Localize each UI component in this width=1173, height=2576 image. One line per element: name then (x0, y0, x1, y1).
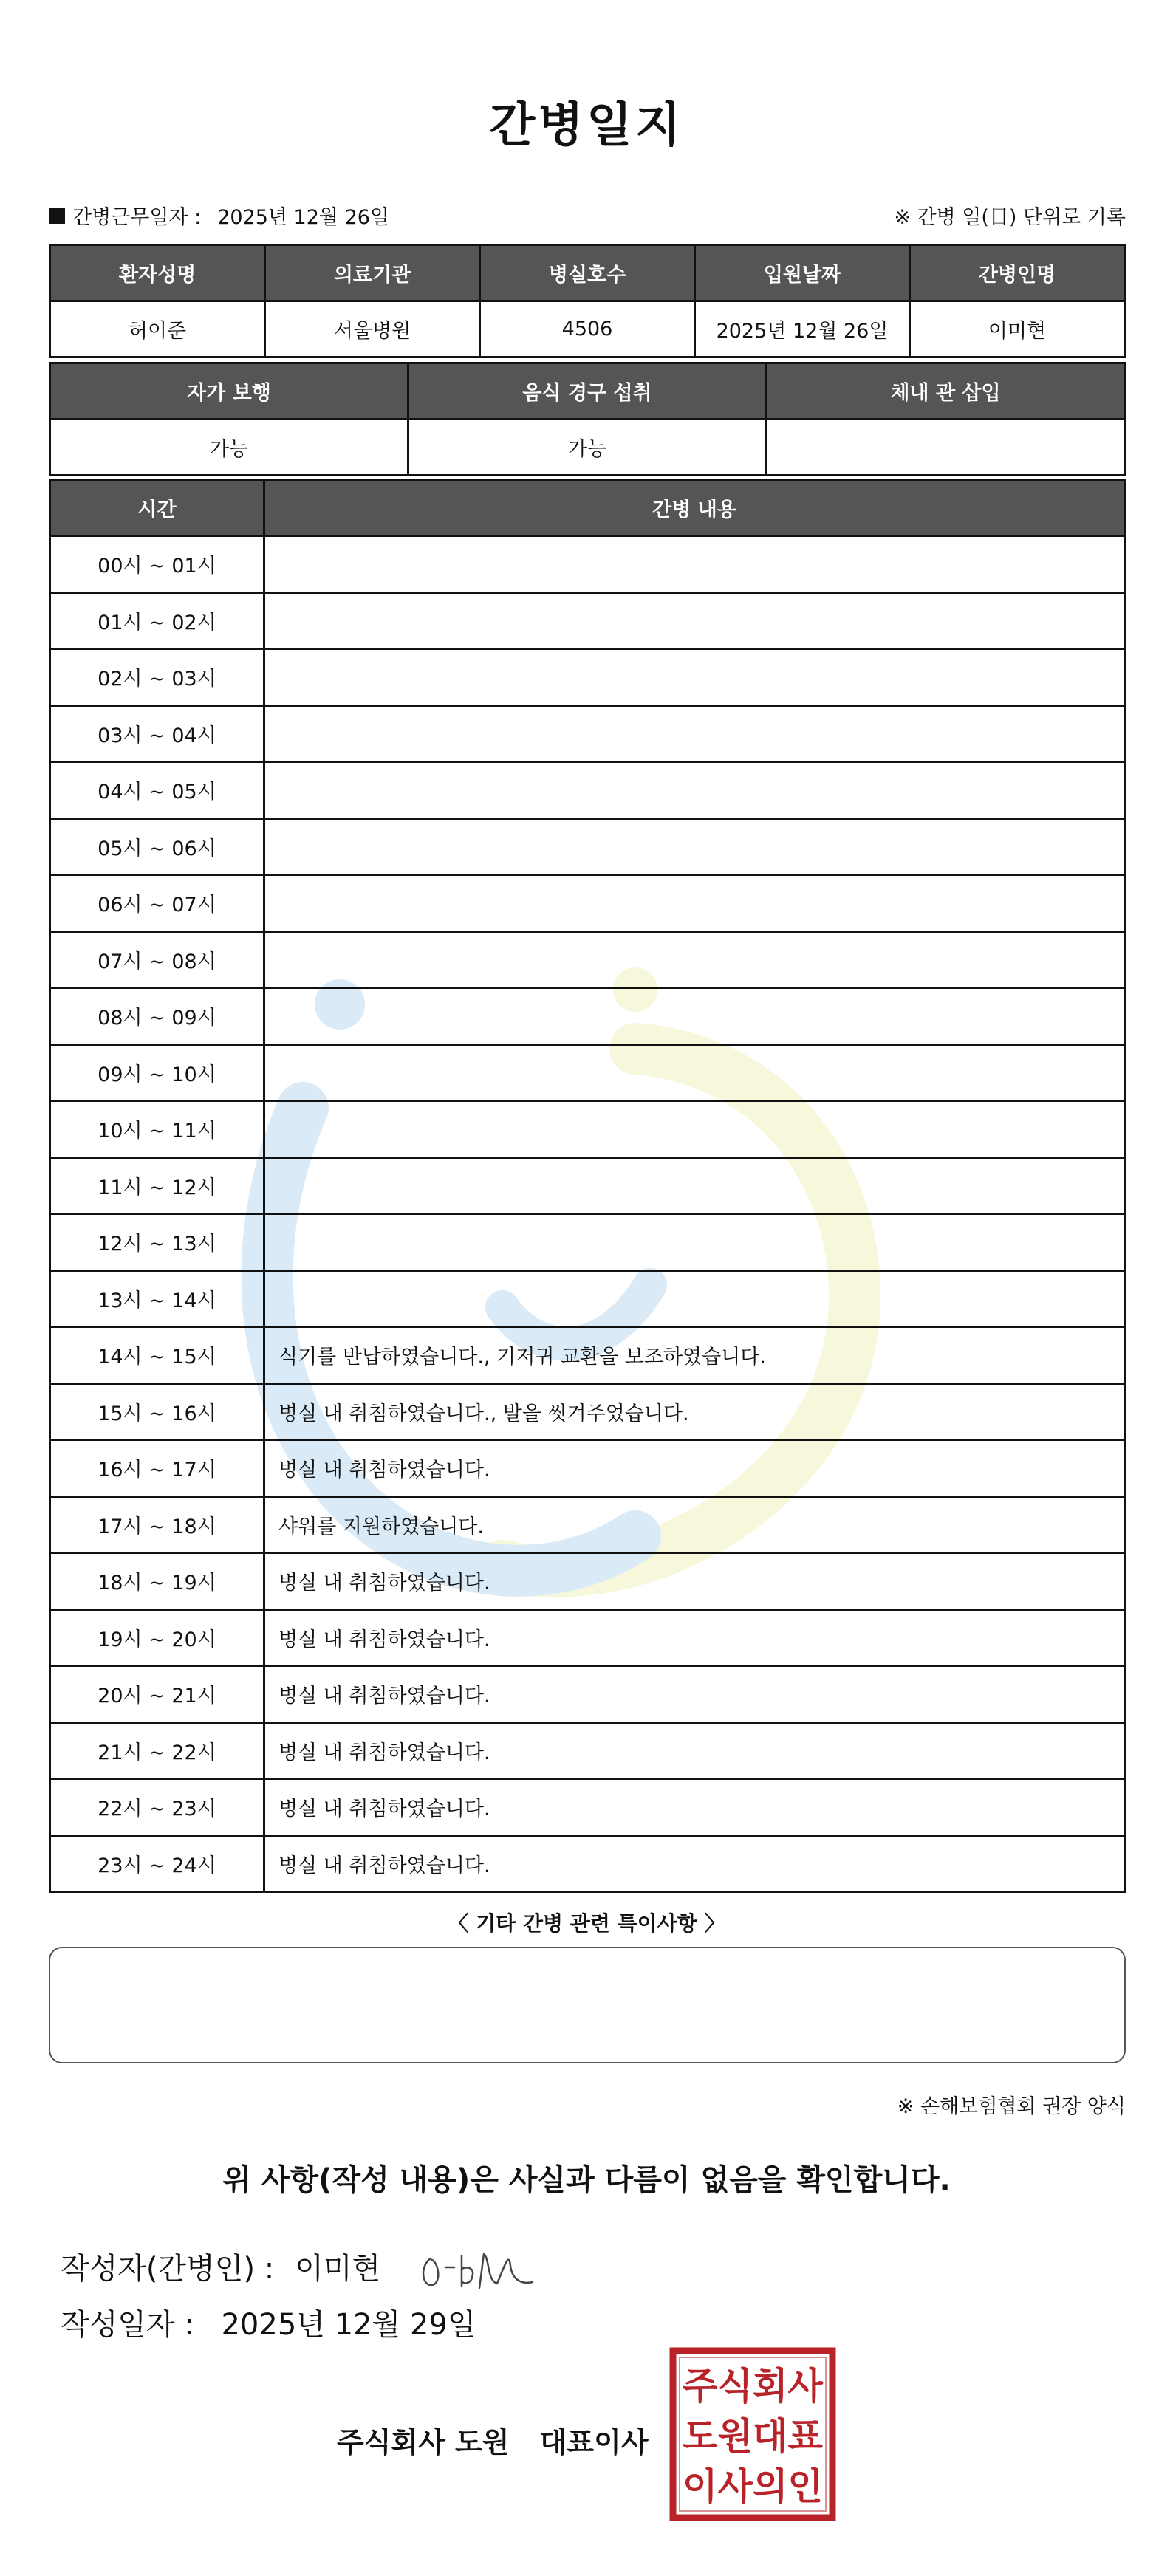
log-row (50, 762, 1125, 819)
log-time: 20시 ~ 21시 (50, 1666, 264, 1723)
log-content: 병실 내 취침하였습니다. (264, 1835, 1125, 1892)
log-time: 08시 ~ 09시 (50, 988, 264, 1045)
walking-header: 자가 보행 (50, 363, 408, 419)
log-time: 06시 ~ 07시 (50, 875, 264, 932)
seal-text-line: 주식회사 (683, 2365, 824, 2408)
log-row (50, 1496, 1125, 1553)
company-line (337, 2419, 649, 2460)
log-time: 18시 ~ 19시 (50, 1553, 264, 1610)
log-content (264, 536, 1125, 593)
room-number: 4506 (480, 301, 695, 357)
company-name: 주식회사 도원 (337, 2426, 510, 2459)
log-time: 15시 ~ 16시 (50, 1383, 264, 1440)
seal-text-line: 이사의인 (683, 2465, 823, 2508)
log-time: 05시 ~ 06시 (50, 818, 264, 875)
log-content: 식기를 반납하였습니다., 기저귀 교환을 보조하였습니다. (264, 1327, 1125, 1384)
log-time: 10시 ~ 11시 (50, 1101, 264, 1158)
log-content: 병실 내 취침하였습니다. (264, 1722, 1125, 1779)
patient-header-row (50, 245, 1125, 301)
write-date-value: 2025년 12월 29일 (221, 2308, 476, 2342)
caregiver-name: 이미현 (910, 301, 1125, 357)
log-content: 병실 내 취침하였습니다. (264, 1553, 1125, 1610)
log-content (264, 1101, 1125, 1158)
log-content: 병실 내 취침하였습니다. (264, 1609, 1125, 1666)
log-content: 병실 내 취침하였습니다. (264, 1440, 1125, 1497)
representative-title: 대표이사 (539, 2426, 649, 2459)
log-content (264, 988, 1125, 1045)
log-time: 04시 ~ 05시 (50, 762, 264, 819)
content-header: 간병 내용 (264, 480, 1125, 536)
record-note: ※ 간병 일(日) 단위로 기록 (894, 206, 1126, 229)
patient-info-table (49, 244, 1126, 358)
log-time: 03시 ~ 04시 (50, 705, 264, 762)
walking-value: 가능 (50, 419, 408, 476)
status-value-row (50, 419, 1125, 476)
writer-name: 이미현 (295, 2251, 381, 2286)
log-row (50, 1779, 1125, 1836)
log-header-row (50, 480, 1125, 536)
log-row (50, 649, 1125, 706)
seal-text-line: 도원대표 (683, 2415, 824, 2458)
time-header: 시간 (50, 480, 264, 536)
admission-date-header: 입원날짜 (695, 245, 910, 301)
log-content (264, 875, 1125, 932)
log-content (264, 818, 1125, 875)
other-notes-title: 〈 기타 간병 관련 특이사항 〉 (448, 1911, 725, 1936)
log-time: 16시 ~ 17시 (50, 1440, 264, 1497)
log-row (50, 988, 1125, 1045)
log-body (50, 536, 1125, 1892)
log-time: 19시 ~ 20시 (50, 1609, 264, 1666)
log-row (50, 931, 1125, 988)
handwritten-signature (416, 2236, 541, 2295)
log-time: 14시 ~ 15시 (50, 1327, 264, 1384)
page-title: 간병일지 (489, 98, 684, 153)
confirmation-statement: 위 사항(작성 내용)은 사실과 다름이 없음을 확인합니다. (222, 2163, 951, 2197)
log-row (50, 1270, 1125, 1327)
log-row (50, 1214, 1125, 1271)
log-time: 17시 ~ 18시 (50, 1496, 264, 1553)
log-row (50, 1157, 1125, 1214)
other-notes-box (49, 1947, 1126, 2063)
log-row (50, 1383, 1125, 1440)
meta-row (49, 201, 1126, 230)
patient-name-header: 환자성명 (50, 245, 265, 301)
log-time: 00시 ~ 01시 (50, 536, 264, 593)
log-content (264, 1157, 1125, 1214)
log-content (264, 1044, 1125, 1101)
writer-label: 작성자(간병인) : (61, 2251, 275, 2286)
log-time: 12시 ~ 13시 (50, 1214, 264, 1271)
oral-intake-value: 가능 (408, 419, 767, 476)
status-header-row (50, 363, 1125, 419)
log-content (264, 1214, 1125, 1271)
log-time: 07시 ~ 08시 (50, 931, 264, 988)
log-content (264, 592, 1125, 649)
log-time: 23시 ~ 24시 (50, 1835, 264, 1892)
writer-line (61, 2236, 541, 2295)
log-time: 13시 ~ 14시 (50, 1270, 264, 1327)
tube-insertion-value (767, 419, 1125, 476)
log-time: 21시 ~ 22시 (50, 1722, 264, 1779)
log-content (264, 705, 1125, 762)
write-date-label: 작성일자 : (61, 2308, 194, 2342)
log-time: 11시 ~ 12시 (50, 1157, 264, 1214)
care-log-table (49, 479, 1126, 1893)
hospital-name: 서울병원 (265, 301, 480, 357)
log-content: 샤워를 지원하였습니다. (264, 1496, 1125, 1553)
log-content (264, 762, 1125, 819)
log-row (50, 536, 1125, 593)
log-content: 병실 내 취침하였습니다. (264, 1779, 1125, 1836)
company-seal-stamp (669, 2347, 836, 2521)
oral-intake-header: 음식 경구 섭취 (408, 363, 767, 419)
log-content (264, 1270, 1125, 1327)
log-time: 09시 ~ 10시 (50, 1044, 264, 1101)
log-row (50, 592, 1125, 649)
log-row (50, 1609, 1125, 1666)
write-date-line (61, 2301, 476, 2343)
log-content: 병실 내 취침하였습니다. (264, 1666, 1125, 1723)
work-date-label: 간병근무일자 : (72, 206, 202, 229)
caregiver-header: 간병인명 (910, 245, 1125, 301)
log-time: 02시 ~ 03시 (50, 649, 264, 706)
patient-name: 허이준 (50, 301, 265, 357)
log-row (50, 1440, 1125, 1497)
hospital-header: 의료기관 (265, 245, 480, 301)
log-content (264, 931, 1125, 988)
patient-value-row (50, 301, 1125, 357)
log-row (50, 1666, 1125, 1723)
log-content: 병실 내 취침하였습니다., 발을 씻겨주었습니다. (264, 1383, 1125, 1440)
log-row (50, 1722, 1125, 1779)
tube-insertion-header: 체내 관 삽입 (767, 363, 1125, 419)
log-time: 01시 ~ 02시 (50, 592, 264, 649)
square-bullet-icon (49, 208, 65, 224)
log-row (50, 1835, 1125, 1892)
room-header: 병실호수 (480, 245, 695, 301)
admission-date: 2025년 12월 26일 (695, 301, 910, 357)
log-row (50, 705, 1125, 762)
work-date (49, 201, 389, 230)
form-note: ※ 손해보험협회 권장 양식 (897, 2095, 1126, 2118)
log-row (50, 1553, 1125, 1610)
patient-status-table (49, 362, 1126, 476)
log-row (50, 1044, 1125, 1101)
log-time: 22시 ~ 23시 (50, 1779, 264, 1836)
log-row (50, 875, 1125, 932)
log-row (50, 818, 1125, 875)
log-content (264, 649, 1125, 706)
log-row (50, 1327, 1125, 1384)
work-date-value: 2025년 12월 26일 (217, 206, 390, 229)
log-row (50, 1101, 1125, 1158)
